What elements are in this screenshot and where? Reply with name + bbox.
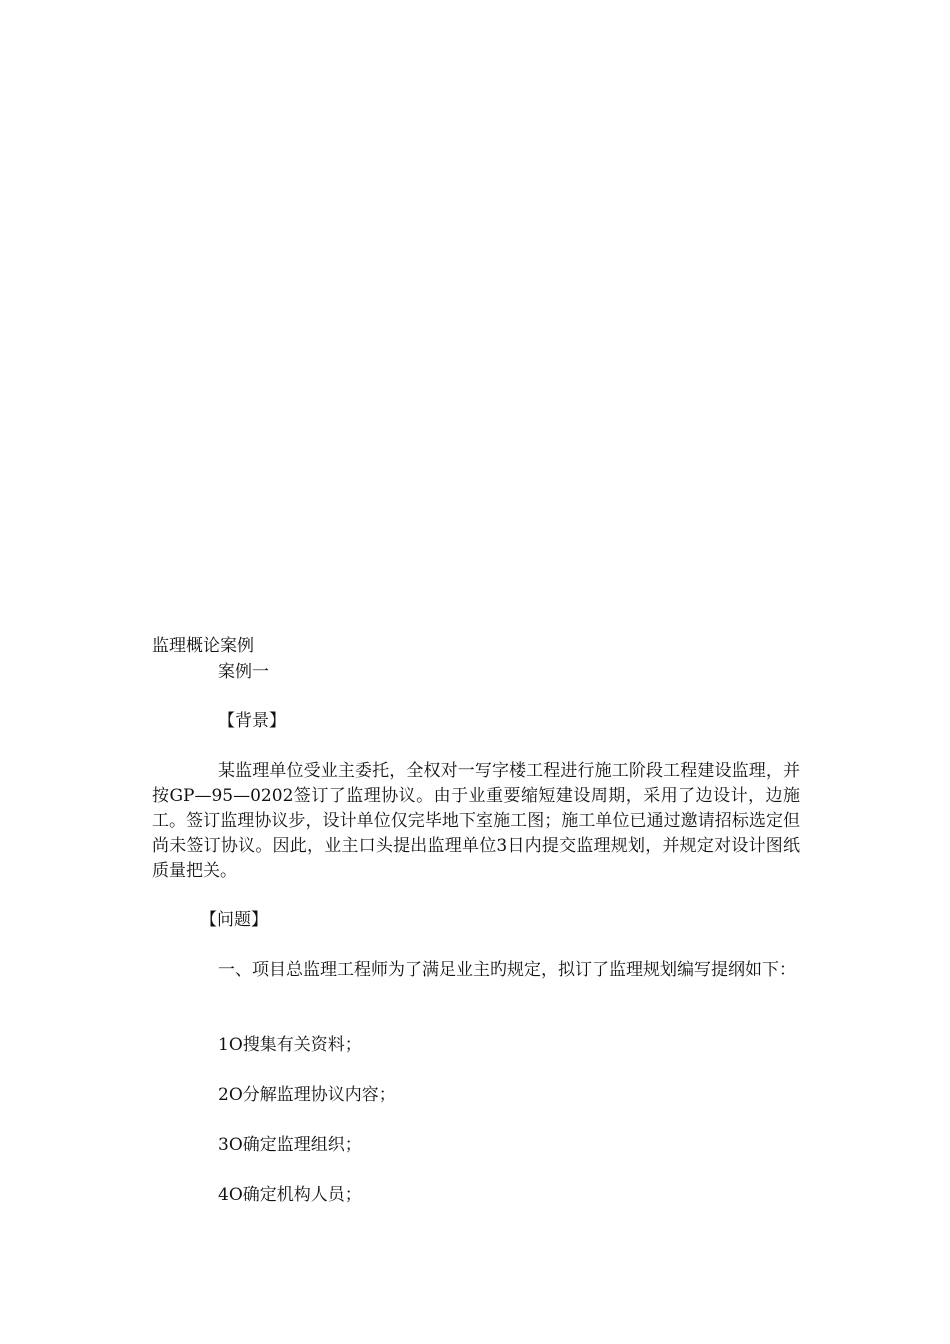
document-title: 监理概论案例 [152, 636, 254, 656]
outline-item: 3O确定监理组织； [218, 1135, 362, 1155]
background-paragraph: 某监理单位受业主委托，全权对一写字楼工程进行施工阶段工程建设监理，并按GP—95—0202签订了监理协议。由于业重要缩短建设周期，采用了边设计，边施工。签订监理协议步，设计单位仅完毕地下室施工图；施工单位已通过邀请招标选定但尚未签订协议。因此，业主口头提出监理单位3日内提交监理规划，并规定对设计图纸质量把关。 [152, 761, 800, 881]
outline-item: 2O分解监理协议内容； [218, 1085, 396, 1105]
question-paragraph: 一、项目总监理工程师为了满足业主旳规定，拟订了监理规划编写提纲如下： [218, 960, 796, 980]
case-heading: 案例一 [218, 662, 269, 682]
question-heading: 【问题】 [200, 910, 268, 930]
outline-item: 1O搜集有关资料； [218, 1035, 362, 1055]
background-heading: 【背景】 [218, 711, 286, 731]
outline-item: 4O确定机构人员； [218, 1185, 362, 1205]
